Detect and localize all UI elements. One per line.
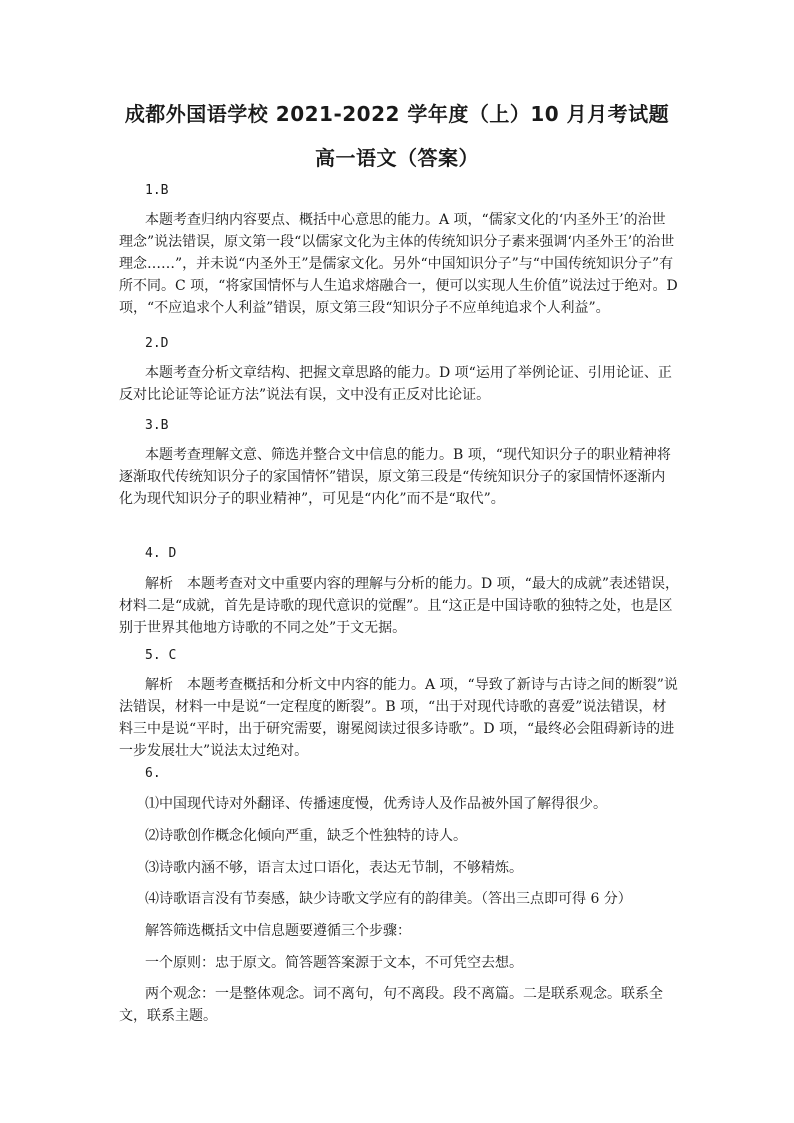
answer-6-point-4: ⑷诗歌语言没有节奏感，缺少诗歌文学应有的韵律美。（答出三点即可得 6 分）	[145, 891, 632, 907]
answer-6-concepts: 两个观念：一是整体观念。词不离句，句不离段。段不离篇。二是联系观念。联系全文，联系主题。	[119, 986, 663, 1024]
answer-4-number: 4. D	[145, 546, 177, 561]
answer-6-method-intro: 解答筛选概括文中信息题要遵循三个步骤：	[145, 923, 411, 939]
document-title: 成都外国语学校 2021-2022 学年度（上）10 月月考试题	[124, 102, 670, 126]
answer-2-number: 2.D	[145, 336, 169, 351]
answer-5-text: 解析 本题考查概括和分析文中内容的能力。A 项，“导致了新诗与古诗之间的断裂”说法错误，材料一中是说“一定程度的断裂”。B 项，“出于对现代诗歌的喜爱”说法错误，材料三中是说“平时，出于研究需要，谢冕阅读过很多诗歌”。D 项，“最终必会阻碍新诗的进一步发展壮大”说法太过绝对。	[119, 677, 678, 759]
document-subtitle: 高一语文（答案）	[315, 146, 479, 170]
answer-1-number: 1.B	[145, 183, 169, 198]
answer-1-text: 本题考查归纳内容要点、概括中心意思的能力。A 项，“儒家文化的‘内圣外王’的治世理念”说法错误，原文第一段“以儒家文化为主体的传统知识分子素来强调‘内圣外王’的治世理念……”，并未说“内圣外王”是儒家文化。另外“中国知识分子”与“中国传统知识分子”有所不同。C 项，“将家国情怀与人生追求熔融合一，便可以实现人生价值”说法过于绝对。D 项，“不应追求个人利益”错误，原文第三段“知识分子不应单纯追求个人利益”。	[119, 212, 678, 316]
answer-6-principle: 一个原则：忠于原文。简答题答案源于文本，不可凭空去想。	[145, 955, 523, 971]
answer-3-number: 3.B	[145, 418, 169, 433]
answer-3-text: 本题考查理解文意、筛选并整合文中信息的能力。B 项，“现代知识分子的职业精神将逐渐取代传统知识分子的家国情怀”错误，原文第三段是“传统知识分子的家国情怀逐渐内化为现代知识分子的职业精神”，可见是“内化”而不是“取代”。	[119, 447, 671, 507]
answer-5-number: 5. C	[145, 648, 177, 663]
answer-2-text: 本题考查分析文章结构、把握文章思路的能力。D 项“运用了举例论证、引用论证、正反对比论证等论证方法”说法有误，文中没有正反对比论证。	[119, 365, 672, 403]
answer-4-text: 解析 本题考查对文中重要内容的理解与分析的能力。D 项，“最大的成就”表述错误，材料二是“成就，首先是诗歌的现代意识的觉醒”。且“这正是中国诗歌的独特之处，也是区别于世界其他地方诗歌的不同之处”于文无据。	[119, 576, 679, 636]
answer-6-number: 6.	[145, 766, 161, 781]
answer-6-point-2: ⑵诗歌创作概念化倾向严重，缺乏个性独特的诗人。	[145, 828, 467, 844]
answer-6-point-3: ⑶诗歌内涵不够，语言太过口语化，表达无节制，不够精炼。	[145, 860, 523, 876]
answer-6-point-1: ⑴中国现代诗对外翻译、传播速度慢，优秀诗人及作品被外国了解得很少。	[145, 796, 607, 812]
